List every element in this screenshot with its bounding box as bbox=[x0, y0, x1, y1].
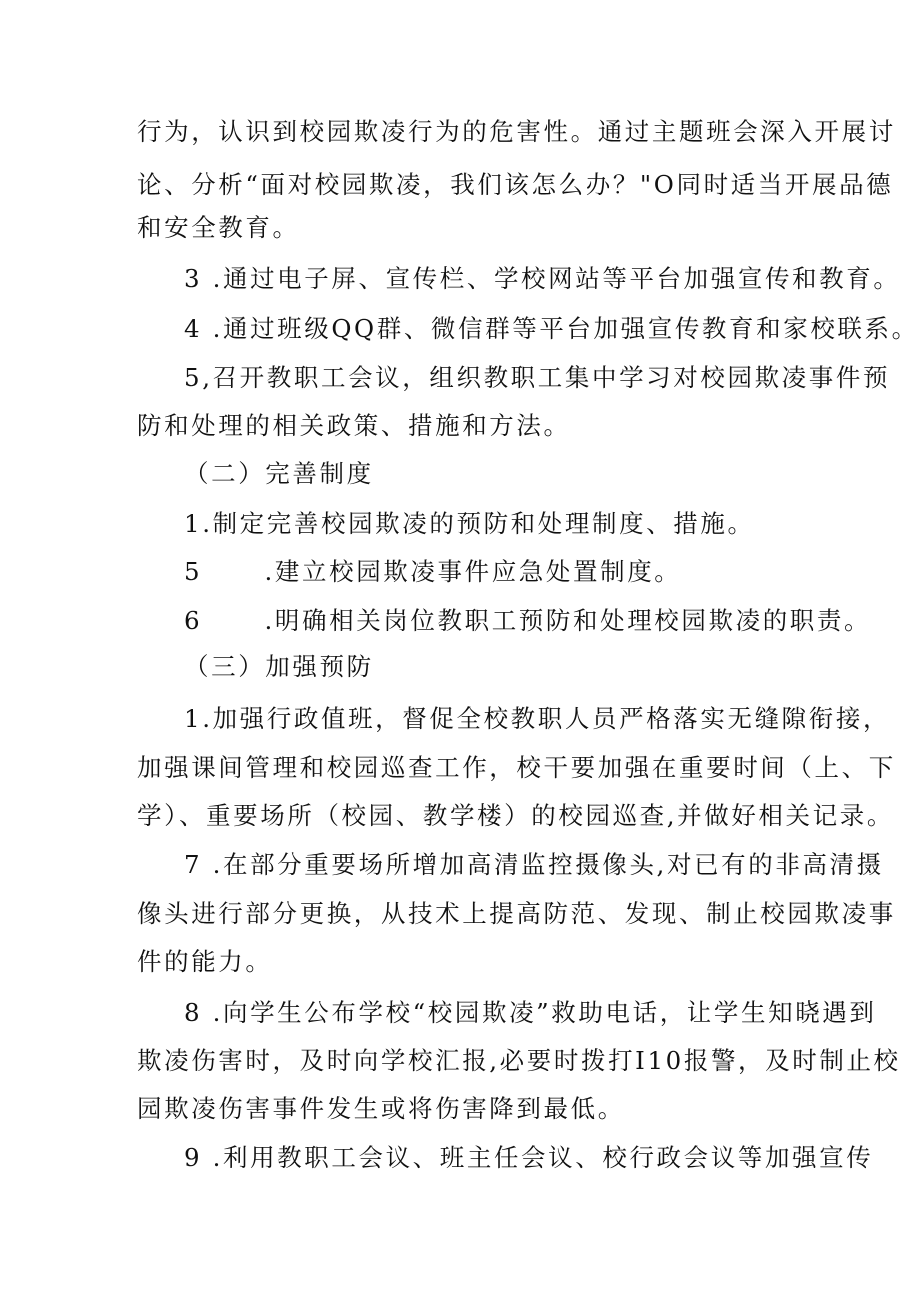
text-line: 和安全教育。 bbox=[137, 213, 300, 242]
text-line: 1.制定完善校园欺凌的预防和处理制度、措施。 bbox=[184, 509, 755, 538]
section-heading: （二）完善制度 bbox=[184, 459, 374, 488]
text-line: 5,召开教职工会议，组织教职工集中学习对校园欺凌事件预 bbox=[184, 363, 891, 392]
text-line: 园欺凌伤害事件发生或将伤害降到最低。 bbox=[137, 1094, 625, 1123]
text-line: 7 .在部分重要场所增加高清监控摄像头,对已有的非高清摄 bbox=[184, 850, 884, 879]
section-heading: （三）加强预防 bbox=[184, 652, 374, 681]
text-line: 5 .建立校园欺凌事件应急处置制度。 bbox=[184, 557, 682, 586]
text-line: 加强课间管理和校园巡查工作，校干要加强在重要时间（上、下 bbox=[137, 753, 896, 782]
text-line: 3 .通过电子屏、宣传栏、学校网站等平台加强宣传和教育。 bbox=[184, 264, 901, 293]
text-line: 6 .明确相关岗位教职工预防和处理校园欺凌的职责。 bbox=[184, 606, 872, 635]
text-line: 行为，认识到校园欺凌行为的危害性。通过主题班会深入开展讨 bbox=[137, 117, 896, 146]
text-line: 论、分析“面对校园欺凌，我们该怎么办？"O同时适当开展品德 bbox=[137, 170, 894, 199]
text-line: 件的能力。 bbox=[137, 947, 273, 976]
text-line: 欺凌伤害时，及时向学校汇报,必要时拨打I10报警，及时制止校 bbox=[137, 1046, 901, 1075]
text-line: 像头进行部分更换，从技术上提高防范、发现、制止校园欺凌事 bbox=[137, 899, 896, 928]
text-line: 9 .利用教职工会议、班主任会议、校行政会议等加强宣传 bbox=[184, 1143, 874, 1172]
text-line: 8 .向学生公布学校“校园欺凌”救助电话，让学生知晓遇到 bbox=[184, 998, 877, 1027]
text-line: 4 .通过班级QQ群、微信群等平台加强宣传教育和家校联系。 bbox=[184, 314, 919, 343]
text-line: 防和处理的相关政策、措施和方法。 bbox=[137, 411, 571, 440]
text-line: 1.加强行政值班，督促全校教职人员严格落实无缝隙衔接， bbox=[184, 704, 891, 733]
text-line: 学）、重要场所（校园、教学楼）的校园巡查,并做好相关记录。 bbox=[137, 801, 894, 830]
